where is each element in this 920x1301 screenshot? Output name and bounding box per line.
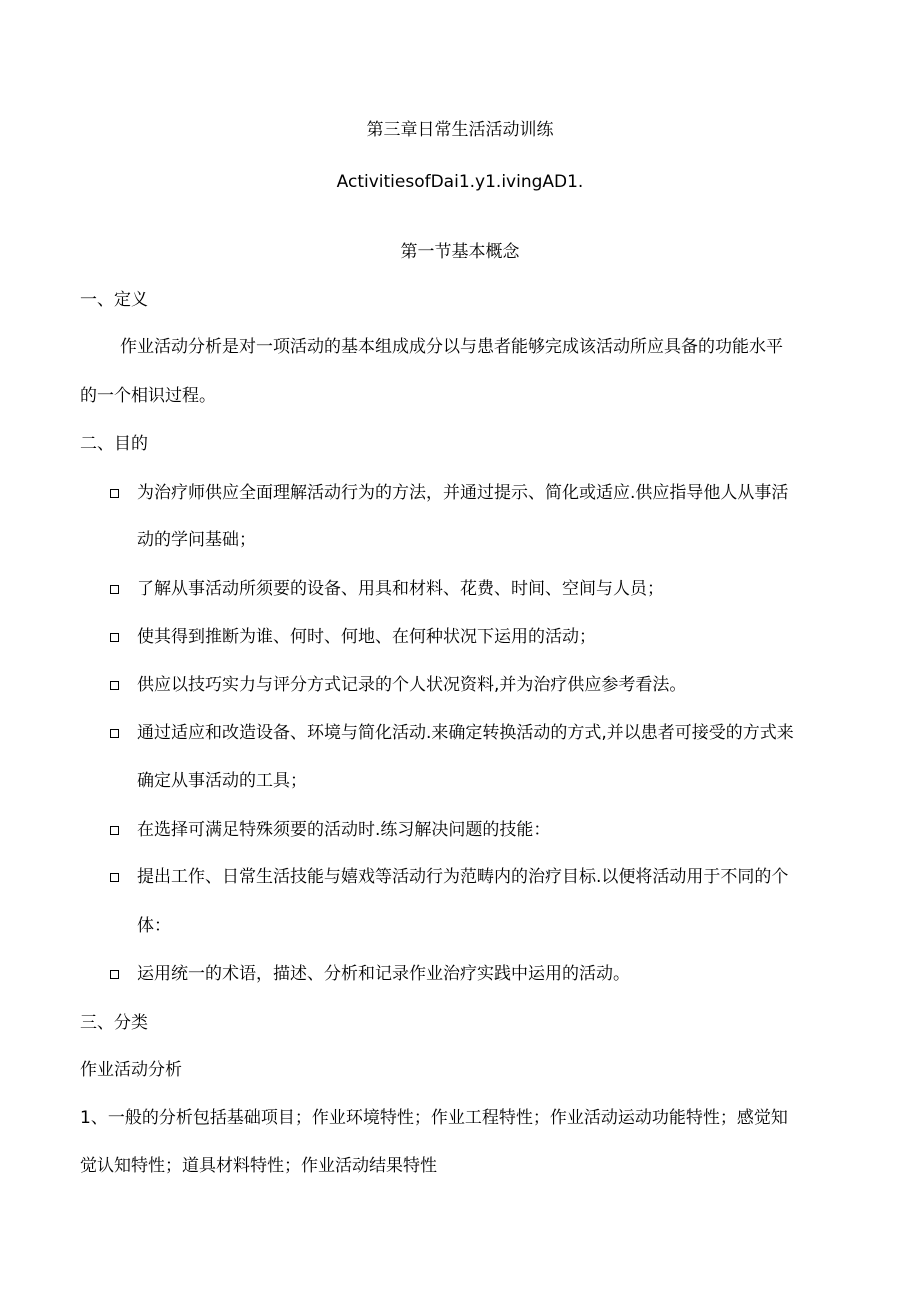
- purpose-item-4-line1: 供应以技巧实力与评分方式记录的个人状况资料,并为治疗供应参考看法。: [137, 675, 687, 695]
- definition-paragraph-line2: 的一个相识过程。: [80, 386, 216, 406]
- chapter-subtitle: ActivitiesofDai1.y1.ivingAD1.: [336, 172, 584, 192]
- checkbox-bullet-icon: [110, 681, 119, 690]
- definition-paragraph-line1: 作业活动分析是对一项活动的基本组成成分以与患者能够完成该活动所应具备的功能水平: [120, 337, 783, 357]
- purpose-item-7-line2: 体：: [137, 916, 171, 936]
- classification-subheading: 作业活动分析: [80, 1060, 182, 1080]
- purpose-item-5-line1: 通过适应和改造设备、环境与简化活动.来确定转换活动的方式,并以患者可接受的方式来: [137, 723, 794, 743]
- section-title: 第一节基本概念: [400, 242, 520, 262]
- purpose-item-1-line2: 动的学问基础；: [137, 530, 256, 550]
- purpose-heading: 二、目的: [80, 434, 148, 454]
- checkbox-bullet-icon: [110, 489, 119, 498]
- purpose-item-6-line1: 在选择可满足特殊须要的活动时.练习解决问题的技能：: [137, 820, 551, 840]
- checkbox-bullet-icon: [110, 826, 119, 835]
- classification-heading: 三、分类: [80, 1013, 148, 1033]
- chapter-title: 第三章日常生活活动训练: [366, 120, 554, 140]
- classification-item-1-line1: 1、一般的分析包括基础项目；作业环境特性；作业工程特性；作业活动运动功能特性；感觉知: [80, 1108, 788, 1128]
- purpose-item-2-line1: 了解从事活动所须要的设备、用具和材料、花费、时间、空间与人员；: [137, 579, 664, 599]
- definition-heading: 一、定义: [80, 290, 148, 310]
- purpose-item-7-line1: 提出工作、日常生活技能与嬉戏等活动行为范畴内的治疗目标.以便将活动用于不同的个: [137, 867, 789, 887]
- checkbox-bullet-icon: [110, 729, 119, 738]
- purpose-item-3-line1: 使其得到推断为谁、何时、何地、在何种状况下运用的活动；: [137, 627, 596, 647]
- checkbox-bullet-icon: [110, 873, 119, 882]
- checkbox-bullet-icon: [110, 970, 119, 979]
- purpose-item-1-line1: 为治疗师供应全面理解活动行为的方法，并通过提示、简化或适应.供应指导他人从事活: [137, 483, 789, 503]
- checkbox-bullet-icon: [110, 633, 119, 642]
- purpose-item-8-line1: 运用统一的术语，描述、分析和记录作业治疗实践中运用的活动。: [137, 964, 630, 984]
- classification-item-1-line2: 觉认知特性；道具材料特性；作业活动结果特性: [80, 1156, 437, 1176]
- purpose-item-5-line2: 确定从事活动的工具；: [137, 771, 307, 791]
- checkbox-bullet-icon: [110, 585, 119, 594]
